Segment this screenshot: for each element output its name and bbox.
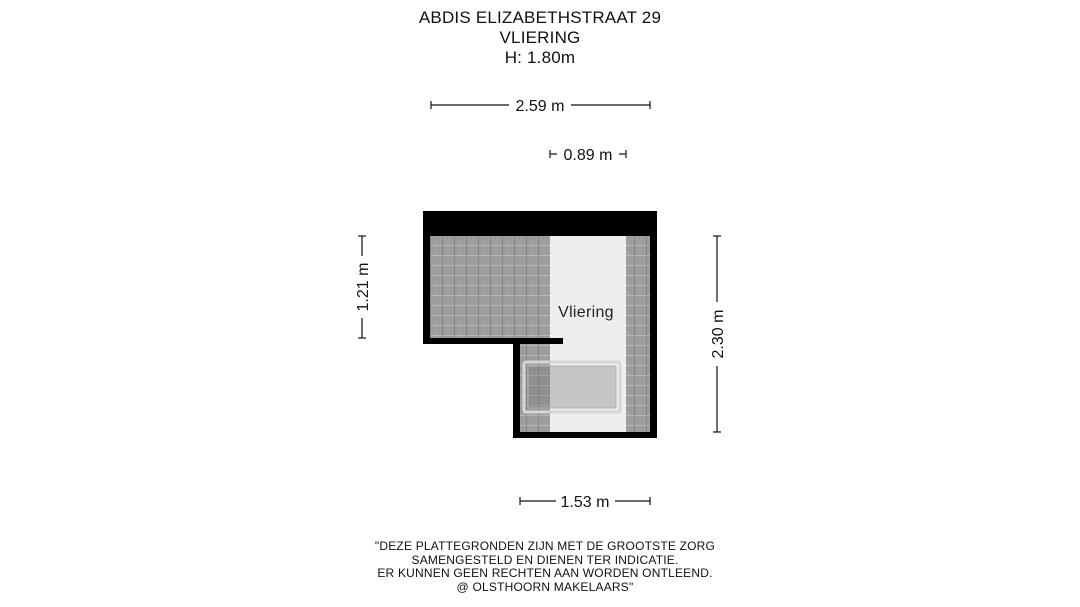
wall-lower-left (513, 338, 520, 438)
dimension-top-width-label: 2.59 m (515, 98, 565, 115)
disclaimer (0, 540, 1080, 594)
room-label: Vliering (558, 304, 614, 321)
floor-name: VLIERING (499, 28, 581, 47)
wall-bottom (513, 432, 657, 438)
wall-left (423, 211, 430, 344)
roof-slope-left (430, 236, 550, 338)
roof-slope-right (626, 236, 650, 432)
disclaimer-line-3: ER KUNNEN GEEN RECHTEN AAN WORDEN ONTLEEND. (377, 566, 713, 580)
dimension-opening-width-label: 0.89 m (563, 147, 613, 164)
hatch-inner (528, 366, 616, 408)
address-title: ABDIS ELIZABETHSTRAAT 29 (418, 8, 662, 27)
disclaimer-line-4: @ OLSTHOORN MAKELAARS" (456, 579, 634, 594)
dimension-left-height-label: 1.21 m (355, 262, 372, 312)
dimension-bottom-width-label: 1.53 m (560, 494, 610, 511)
disclaimer-line-1: "DEZE PLATTEGRONDEN ZIJN MET DE GROOTSTE ZORG (374, 539, 716, 553)
dimension-right-height-label: 2.30 m (710, 309, 727, 359)
floor-height: H: 1.80m (504, 48, 576, 67)
wall-right (650, 211, 657, 438)
disclaimer-line-2: SAMENGESTELD EN DIENEN TER INDICATIE. (411, 552, 679, 567)
wall-mid-horizontal (423, 338, 563, 344)
wall-top (423, 211, 657, 236)
